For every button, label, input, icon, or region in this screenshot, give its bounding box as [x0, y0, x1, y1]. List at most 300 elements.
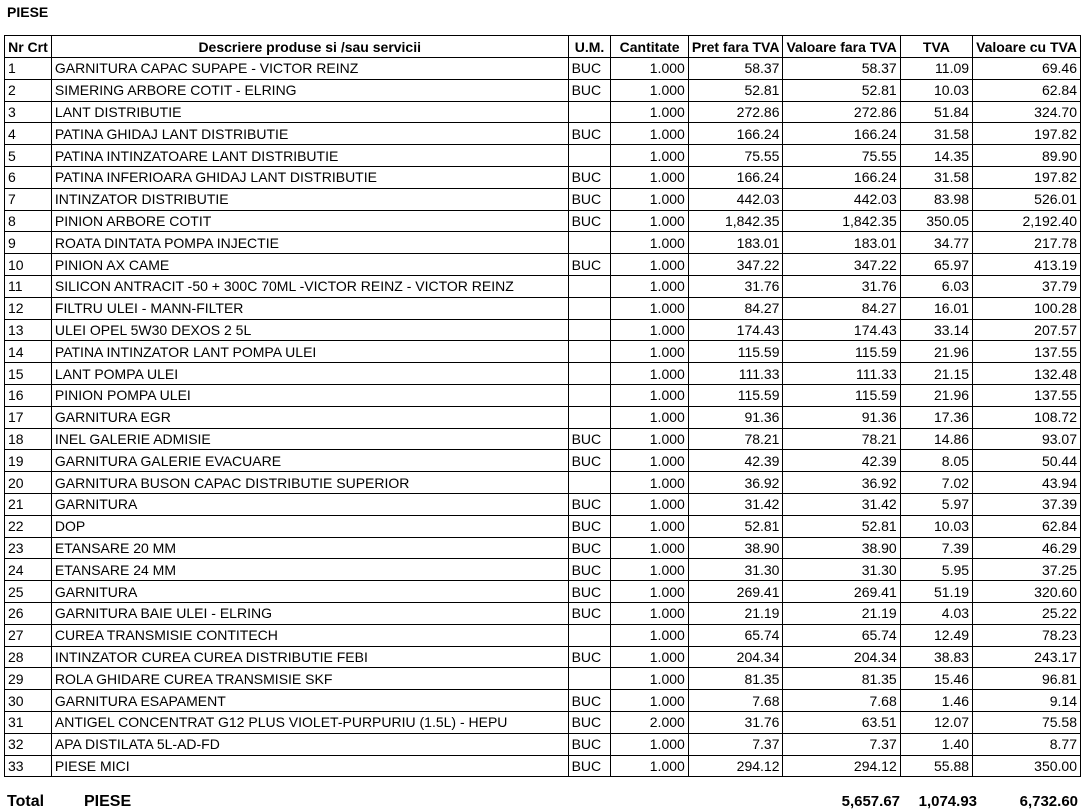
row-vat: 6.03: [900, 275, 972, 297]
row-quantity: 1.000: [611, 341, 688, 363]
row-quantity: 2.000: [611, 711, 688, 733]
row-price: 78.21: [688, 428, 783, 450]
row-total: 89.90: [973, 145, 1081, 167]
table-row: [5, 537, 1081, 559]
row-total: 25.22: [973, 602, 1081, 624]
row-total: 37.79: [973, 275, 1081, 297]
row-total: 217.78: [973, 232, 1081, 254]
row-quantity: 1.000: [611, 101, 688, 123]
row-um: BUC: [568, 79, 611, 101]
row-vat: 350.05: [900, 210, 972, 232]
row-um: BUC: [568, 493, 611, 515]
row-value: 166.24: [783, 166, 900, 188]
row-price: 7.68: [688, 690, 783, 712]
row-nr: 24: [5, 559, 52, 581]
row-description: CUREA TRANSMISIE CONTITECH: [51, 624, 568, 646]
row-total: 2,192.40: [973, 210, 1081, 232]
row-quantity: 1.000: [611, 450, 688, 472]
row-description: GARNITURA BAIE ULEI - ELRING: [51, 602, 568, 624]
row-vat: 14.86: [900, 428, 972, 450]
table-row: [5, 406, 1081, 428]
table-row: [5, 450, 1081, 472]
table-row: [5, 363, 1081, 385]
row-total: 526.01: [973, 188, 1081, 210]
row-um: BUC: [568, 602, 611, 624]
row-total: 78.23: [973, 624, 1081, 646]
row-vat: 21.96: [900, 341, 972, 363]
row-nr: 14: [5, 341, 52, 363]
row-description: SILICON ANTRACIT -50 + 300C 70ML -VICTOR REINZ - VICTOR REINZ: [51, 275, 568, 297]
header-description: Descriere produse si /sau servicii: [51, 36, 568, 58]
row-vat: 12.49: [900, 624, 972, 646]
row-value: 31.42: [783, 493, 900, 515]
table-row: [5, 123, 1081, 145]
row-nr: 4: [5, 123, 52, 145]
row-vat: 11.09: [900, 58, 972, 80]
row-nr: 13: [5, 319, 52, 341]
table-row: [5, 472, 1081, 494]
row-price: 272.86: [688, 101, 783, 123]
row-total: 8.77: [973, 733, 1081, 755]
row-um: BUC: [568, 188, 611, 210]
row-vat: 7.02: [900, 472, 972, 494]
row-nr: 1: [5, 58, 52, 80]
row-description: GARNITURA BUSON CAPAC DISTRIBUTIE SUPERIOR: [51, 472, 568, 494]
row-description: PATINA INTINZATOARE LANT DISTRIBUTIE: [51, 145, 568, 167]
row-vat: 15.46: [900, 668, 972, 690]
row-price: 38.90: [688, 537, 783, 559]
row-value: 81.35: [783, 668, 900, 690]
table-row: [5, 341, 1081, 363]
row-um: [568, 472, 611, 494]
row-description: PINION POMPA ULEI: [51, 384, 568, 406]
row-quantity: 1.000: [611, 297, 688, 319]
row-vat: 12.07: [900, 711, 972, 733]
table-row: [5, 581, 1081, 603]
row-quantity: 1.000: [611, 363, 688, 385]
row-value: 36.92: [783, 472, 900, 494]
row-price: 21.19: [688, 602, 783, 624]
row-value: 58.37: [783, 58, 900, 80]
table-body: [5, 58, 1081, 777]
row-value: 42.39: [783, 450, 900, 472]
row-nr: 28: [5, 646, 52, 668]
row-price: 1,842.35: [688, 210, 783, 232]
row-price: 183.01: [688, 232, 783, 254]
table-row: [5, 275, 1081, 297]
table-row: [5, 58, 1081, 80]
row-um: BUC: [568, 450, 611, 472]
row-description: ROATA DINTATA POMPA INJECTIE: [51, 232, 568, 254]
row-value: 174.43: [783, 319, 900, 341]
row-vat: 10.03: [900, 79, 972, 101]
row-um: [568, 101, 611, 123]
row-nr: 5: [5, 145, 52, 167]
row-um: BUC: [568, 581, 611, 603]
row-quantity: 1.000: [611, 668, 688, 690]
row-value: 115.59: [783, 341, 900, 363]
header-vat: TVA: [900, 36, 972, 58]
row-vat: 65.97: [900, 254, 972, 276]
row-total: 9.14: [973, 690, 1081, 712]
header-quantity: Cantitate: [611, 36, 688, 58]
row-value: 84.27: [783, 297, 900, 319]
row-value: 204.34: [783, 646, 900, 668]
table-row: [5, 733, 1081, 755]
table-row: [5, 79, 1081, 101]
row-nr: 31: [5, 711, 52, 733]
row-value: 442.03: [783, 188, 900, 210]
row-total: 350.00: [973, 755, 1081, 777]
row-quantity: 1.000: [611, 406, 688, 428]
row-price: 84.27: [688, 297, 783, 319]
row-price: 269.41: [688, 581, 783, 603]
row-description: GARNITURA CAPAC SUPAPE - VICTOR REINZ: [51, 58, 568, 80]
row-quantity: 1.000: [611, 537, 688, 559]
section-title: PIESE: [7, 4, 49, 20]
row-total: 69.46: [973, 58, 1081, 80]
row-quantity: 1.000: [611, 145, 688, 167]
row-nr: 8: [5, 210, 52, 232]
row-vat: 1.40: [900, 733, 972, 755]
row-value: 78.21: [783, 428, 900, 450]
row-total: 137.55: [973, 384, 1081, 406]
row-nr: 16: [5, 384, 52, 406]
row-um: BUC: [568, 210, 611, 232]
row-um: BUC: [568, 123, 611, 145]
row-description: SIMERING ARBORE COTIT - ELRING: [51, 79, 568, 101]
row-um: BUC: [568, 254, 611, 276]
row-vat: 51.19: [900, 581, 972, 603]
row-um: [568, 406, 611, 428]
row-quantity: 1.000: [611, 515, 688, 537]
row-price: 204.34: [688, 646, 783, 668]
row-price: 58.37: [688, 58, 783, 80]
table-row: [5, 428, 1081, 450]
row-vat: 21.96: [900, 384, 972, 406]
row-quantity: 1.000: [611, 646, 688, 668]
row-value: 31.30: [783, 559, 900, 581]
row-description: PATINA INTINZATOR LANT POMPA ULEI: [51, 341, 568, 363]
row-um: BUC: [568, 428, 611, 450]
table-row: [5, 559, 1081, 581]
row-price: 42.39: [688, 450, 783, 472]
row-quantity: 1.000: [611, 210, 688, 232]
row-price: 36.92: [688, 472, 783, 494]
row-description: ETANSARE 20 MM: [51, 537, 568, 559]
row-value: 63.51: [783, 711, 900, 733]
row-nr: 3: [5, 101, 52, 123]
row-nr: 18: [5, 428, 52, 450]
row-um: BUC: [568, 711, 611, 733]
row-quantity: 1.000: [611, 624, 688, 646]
row-description: PINION ARBORE COTIT: [51, 210, 568, 232]
row-quantity: 1.000: [611, 232, 688, 254]
row-description: PINION AX CAME: [51, 254, 568, 276]
row-price: 166.24: [688, 166, 783, 188]
row-description: GARNITURA: [51, 493, 568, 515]
table-row: [5, 755, 1081, 777]
row-um: BUC: [568, 58, 611, 80]
row-vat: 33.14: [900, 319, 972, 341]
row-total: 93.07: [973, 428, 1081, 450]
row-value: 115.59: [783, 384, 900, 406]
row-um: [568, 275, 611, 297]
row-nr: 11: [5, 275, 52, 297]
row-description: ANTIGEL CONCENTRAT G12 PLUS VIOLET-PURPURIU (1.5L) - HEPU: [51, 711, 568, 733]
table-row: [5, 624, 1081, 646]
table-row: [5, 166, 1081, 188]
row-nr: 21: [5, 493, 52, 515]
table-row: [5, 602, 1081, 624]
row-um: [568, 232, 611, 254]
table-row: [5, 646, 1081, 668]
row-um: BUC: [568, 166, 611, 188]
row-nr: 10: [5, 254, 52, 276]
row-nr: 2: [5, 79, 52, 101]
row-price: 174.43: [688, 319, 783, 341]
row-vat: 5.97: [900, 493, 972, 515]
row-nr: 17: [5, 406, 52, 428]
row-description: GARNITURA: [51, 581, 568, 603]
total-grand: 6,732.60: [1019, 793, 1078, 810]
table-row: [5, 188, 1081, 210]
table-row: [5, 319, 1081, 341]
row-price: 294.12: [688, 755, 783, 777]
row-um: BUC: [568, 733, 611, 755]
row-nr: 6: [5, 166, 52, 188]
row-nr: 23: [5, 537, 52, 559]
row-nr: 22: [5, 515, 52, 537]
row-value: 38.90: [783, 537, 900, 559]
row-vat: 83.98: [900, 188, 972, 210]
row-vat: 31.58: [900, 166, 972, 188]
row-price: 52.81: [688, 79, 783, 101]
row-value: 347.22: [783, 254, 900, 276]
row-price: 75.55: [688, 145, 783, 167]
row-price: 31.30: [688, 559, 783, 581]
row-price: 7.37: [688, 733, 783, 755]
row-nr: 25: [5, 581, 52, 603]
table-row: [5, 297, 1081, 319]
header-nr: Nr Crt: [5, 36, 52, 58]
row-um: [568, 668, 611, 690]
row-quantity: 1.000: [611, 166, 688, 188]
row-quantity: 1.000: [611, 319, 688, 341]
row-um: BUC: [568, 690, 611, 712]
row-value: 111.33: [783, 363, 900, 385]
row-vat: 14.35: [900, 145, 972, 167]
row-description: PATINA INFERIOARA GHIDAJ LANT DISTRIBUTIE: [51, 166, 568, 188]
row-total: 43.94: [973, 472, 1081, 494]
total-vat: 1,074.93: [918, 793, 977, 810]
row-um: BUC: [568, 537, 611, 559]
row-description: LANT POMPA ULEI: [51, 363, 568, 385]
row-total: 62.84: [973, 515, 1081, 537]
header-value: Valoare fara TVA: [783, 36, 900, 58]
row-vat: 55.88: [900, 755, 972, 777]
row-quantity: 1.000: [611, 79, 688, 101]
row-description: DOP: [51, 515, 568, 537]
row-vat: 34.77: [900, 232, 972, 254]
row-description: PATINA GHIDAJ LANT DISTRIBUTIE: [51, 123, 568, 145]
row-quantity: 1.000: [611, 58, 688, 80]
table-row: [5, 515, 1081, 537]
row-description: FILTRU ULEI - MANN-FILTER: [51, 297, 568, 319]
row-price: 115.59: [688, 384, 783, 406]
row-value: 75.55: [783, 145, 900, 167]
row-um: [568, 384, 611, 406]
row-description: INTINZATOR DISTRIBUTIE: [51, 188, 568, 210]
row-value: 31.76: [783, 275, 900, 297]
row-total: 137.55: [973, 341, 1081, 363]
row-quantity: 1.000: [611, 428, 688, 450]
row-value: 21.19: [783, 602, 900, 624]
row-description: PIESE MICI: [51, 755, 568, 777]
row-um: BUC: [568, 515, 611, 537]
row-total: 100.28: [973, 297, 1081, 319]
row-price: 65.74: [688, 624, 783, 646]
table-header: [5, 36, 1081, 58]
row-vat: 38.83: [900, 646, 972, 668]
row-total: 197.82: [973, 123, 1081, 145]
row-value: 7.37: [783, 733, 900, 755]
row-price: 111.33: [688, 363, 783, 385]
row-total: 413.19: [973, 254, 1081, 276]
row-nr: 27: [5, 624, 52, 646]
row-total: 37.25: [973, 559, 1081, 581]
row-quantity: 1.000: [611, 602, 688, 624]
row-nr: 32: [5, 733, 52, 755]
header-price: Pret fara TVA: [688, 36, 783, 58]
row-total: 132.48: [973, 363, 1081, 385]
row-total: 324.70: [973, 101, 1081, 123]
row-total: 108.72: [973, 406, 1081, 428]
table-row: [5, 690, 1081, 712]
row-quantity: 1.000: [611, 559, 688, 581]
row-nr: 19: [5, 450, 52, 472]
row-vat: 7.39: [900, 537, 972, 559]
row-price: 31.76: [688, 711, 783, 733]
row-description: ULEI OPEL 5W30 DEXOS 2 5L: [51, 319, 568, 341]
row-price: 31.76: [688, 275, 783, 297]
table-row: [5, 210, 1081, 232]
row-total: 320.60: [973, 581, 1081, 603]
row-price: 442.03: [688, 188, 783, 210]
row-vat: 31.58: [900, 123, 972, 145]
row-nr: 29: [5, 668, 52, 690]
row-value: 183.01: [783, 232, 900, 254]
row-um: [568, 624, 611, 646]
row-quantity: 1.000: [611, 493, 688, 515]
row-quantity: 1.000: [611, 188, 688, 210]
row-total: 197.82: [973, 166, 1081, 188]
row-value: 65.74: [783, 624, 900, 646]
row-description: APA DISTILATA 5L-AD-FD: [51, 733, 568, 755]
row-vat: 17.36: [900, 406, 972, 428]
row-um: [568, 297, 611, 319]
row-vat: 8.05: [900, 450, 972, 472]
row-quantity: 1.000: [611, 755, 688, 777]
header-total: Valoare cu TVA: [973, 36, 1081, 58]
table-row: [5, 493, 1081, 515]
row-total: 37.39: [973, 493, 1081, 515]
row-nr: 15: [5, 363, 52, 385]
row-price: 115.59: [688, 341, 783, 363]
row-value: 294.12: [783, 755, 900, 777]
row-quantity: 1.000: [611, 254, 688, 276]
row-description: INEL GALERIE ADMISIE: [51, 428, 568, 450]
row-nr: 9: [5, 232, 52, 254]
row-nr: 26: [5, 602, 52, 624]
row-value: 272.86: [783, 101, 900, 123]
row-vat: 10.03: [900, 515, 972, 537]
row-value: 52.81: [783, 79, 900, 101]
row-vat: 5.95: [900, 559, 972, 581]
row-quantity: 1.000: [611, 581, 688, 603]
row-price: 31.42: [688, 493, 783, 515]
row-um: [568, 319, 611, 341]
header-um: U.M.: [568, 36, 611, 58]
row-um: [568, 363, 611, 385]
row-description: LANT DISTRIBUTIE: [51, 101, 568, 123]
row-um: BUC: [568, 755, 611, 777]
row-nr: 33: [5, 755, 52, 777]
row-price: 347.22: [688, 254, 783, 276]
row-description: GARNITURA GALERIE EVACUARE: [51, 450, 568, 472]
table-row: [5, 101, 1081, 123]
row-nr: 12: [5, 297, 52, 319]
row-description: ROLA GHIDARE CUREA TRANSMISIE SKF: [51, 668, 568, 690]
total-label: Total: [7, 793, 45, 810]
row-description: GARNITURA ESAPAMENT: [51, 690, 568, 712]
row-total: 207.57: [973, 319, 1081, 341]
row-total: 96.81: [973, 668, 1081, 690]
table-row: [5, 232, 1081, 254]
row-total: 46.29: [973, 537, 1081, 559]
row-quantity: 1.000: [611, 123, 688, 145]
row-vat: 4.03: [900, 602, 972, 624]
row-value: 166.24: [783, 123, 900, 145]
table-row: [5, 711, 1081, 733]
row-value: 91.36: [783, 406, 900, 428]
row-price: 81.35: [688, 668, 783, 690]
row-um: BUC: [568, 559, 611, 581]
table-row: [5, 668, 1081, 690]
row-price: 166.24: [688, 123, 783, 145]
row-nr: 20: [5, 472, 52, 494]
row-value: 7.68: [783, 690, 900, 712]
row-total: 243.17: [973, 646, 1081, 668]
row-vat: 51.84: [900, 101, 972, 123]
row-price: 91.36: [688, 406, 783, 428]
row-value: 52.81: [783, 515, 900, 537]
row-price: 52.81: [688, 515, 783, 537]
row-value: 269.41: [783, 581, 900, 603]
parts-table: [4, 35, 1081, 777]
row-description: INTINZATOR CUREA CUREA DISTRIBUTIE FEBI: [51, 646, 568, 668]
table-row: [5, 384, 1081, 406]
row-total: 62.84: [973, 79, 1081, 101]
row-um: [568, 145, 611, 167]
row-quantity: 1.000: [611, 275, 688, 297]
total-section: PIESE: [84, 793, 132, 810]
row-vat: 16.01: [900, 297, 972, 319]
row-quantity: 1.000: [611, 733, 688, 755]
row-quantity: 1.000: [611, 384, 688, 406]
row-vat: 1.46: [900, 690, 972, 712]
row-total: 50.44: [973, 450, 1081, 472]
